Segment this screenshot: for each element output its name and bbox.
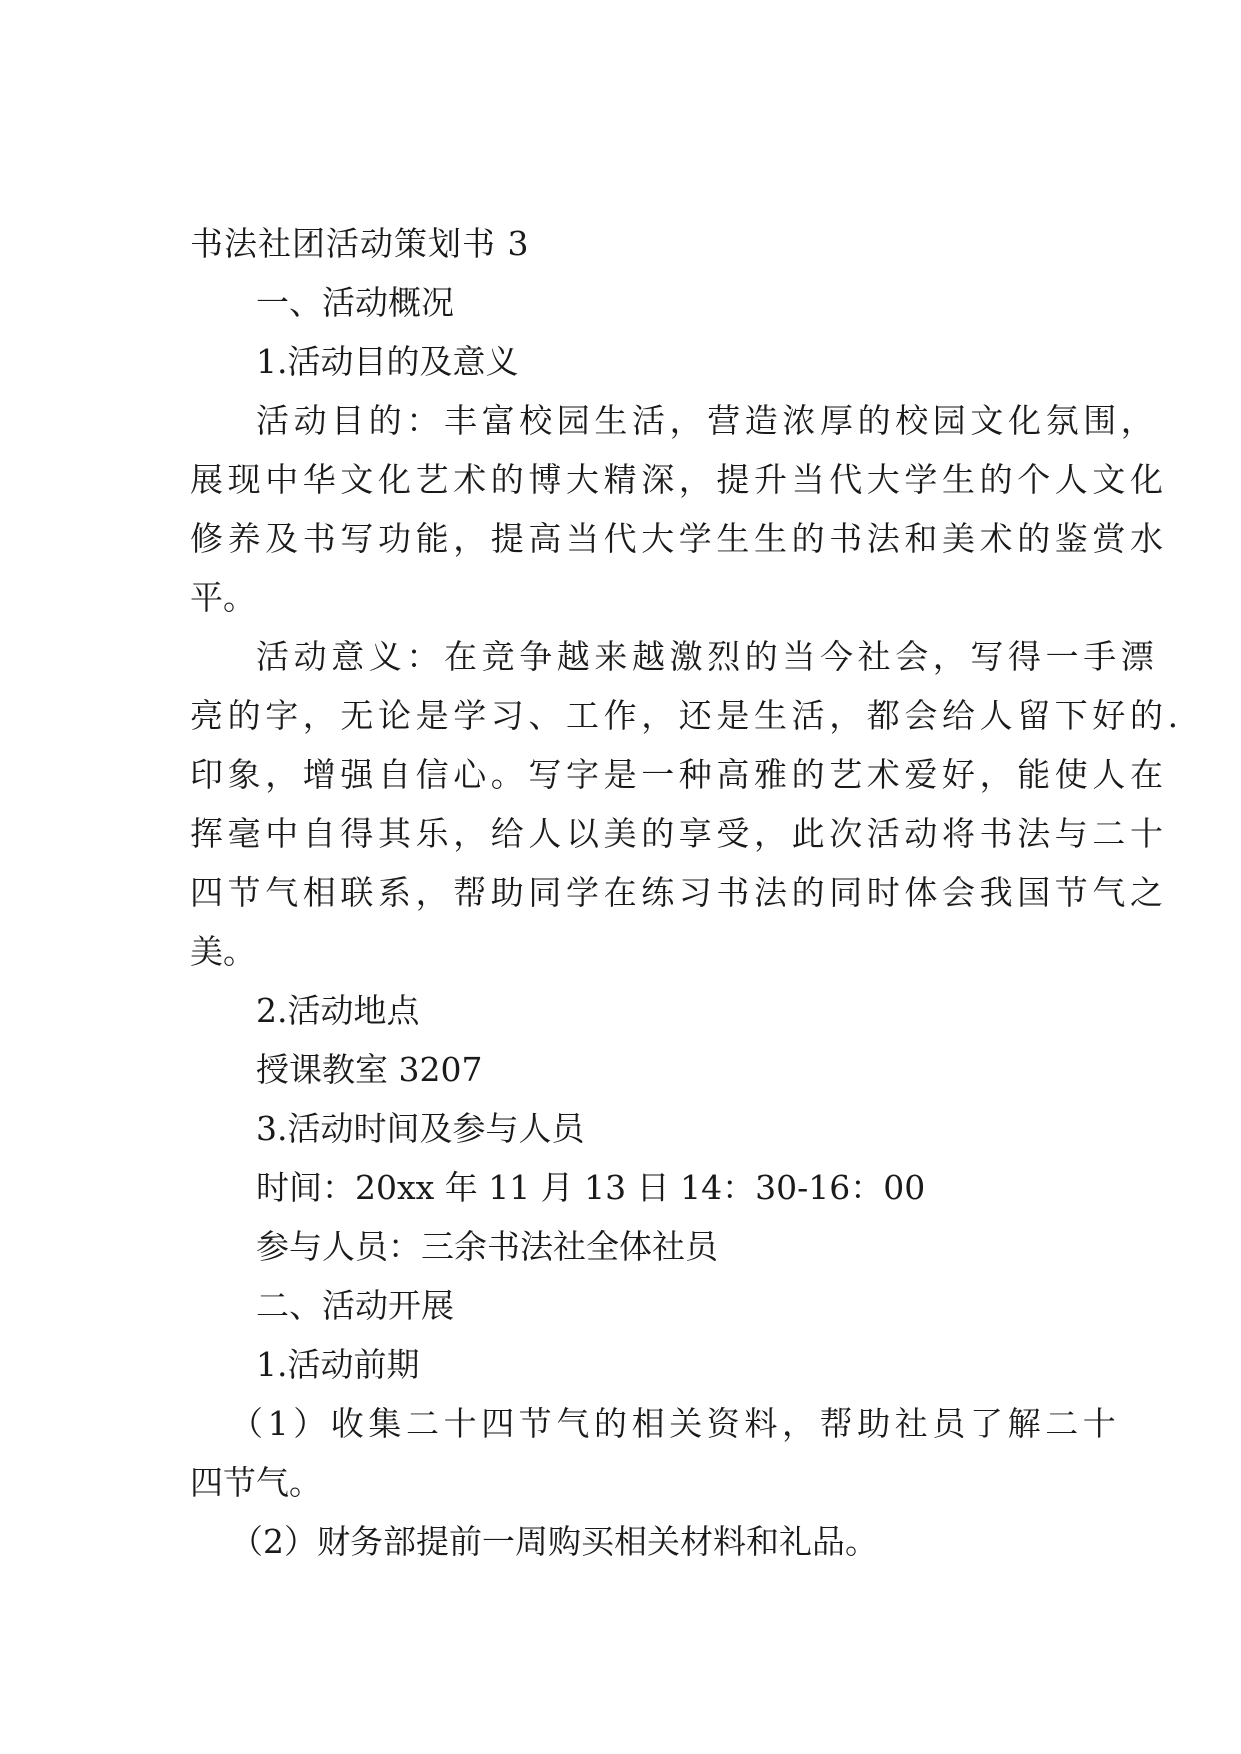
- time-text: 时间：20xx 年 11 月 13 日 14：30-16：00: [256, 1168, 926, 1207]
- subheading-pre-activity: 1.活动前期: [256, 1345, 420, 1384]
- subheading-purpose-meaning: 1.活动目的及意义: [256, 342, 519, 381]
- meaning-line-6: 美。: [190, 932, 256, 971]
- meaning-line-3: 印象，增强自信心。写字是一种高雅的艺术爱好，能使人在: [190, 755, 1168, 794]
- section-heading-activities: 二、活动开展: [256, 1286, 454, 1325]
- item-1-line-1: （1）收集二十四节气的相关资料，帮助社员了解二十: [230, 1404, 1121, 1443]
- document-body: [190, 214, 1183, 1571]
- section-heading-overview: 一、活动概况: [256, 283, 454, 322]
- purpose-line-3: 修养及书写功能，提高当代大学生生的书法和美术的鉴赏水: [190, 519, 1168, 558]
- document-title: 书法社团活动策划书 3: [190, 224, 530, 263]
- purpose-line-1: 活动目的：丰富校园生活，营造浓厚的校园文化氛围，: [256, 401, 1159, 440]
- meaning-line-1: 活动意义：在竞争越来越激烈的当今社会，写得一手漂: [256, 637, 1159, 676]
- purpose-line-4: 平。: [190, 578, 256, 617]
- item-2-text: （2）财务部提前一周购买相关材料和礼品。: [230, 1522, 878, 1561]
- meaning-line-5: 四节气相联系，帮助同学在练习书法的同时体会我国节气之: [190, 873, 1168, 912]
- meaning-line-2: 亮的字，无论是学习、工作，还是生活，都会给人留下好的.: [190, 696, 1183, 735]
- item-1-line-2: 四节气。: [190, 1463, 322, 1502]
- location-text: 授课教室 3207: [256, 1050, 483, 1089]
- participants-text: 参与人员：三余书法社全体社员: [256, 1227, 718, 1266]
- purpose-line-2: 展现中华文化艺术的博大精深，提升当代大学生的个人文化: [190, 460, 1168, 499]
- meaning-line-4: 挥毫中自得其乐，给人以美的享受，此次活动将书法与二十: [190, 814, 1168, 853]
- subheading-time-participants: 3.活动时间及参与人员: [256, 1109, 585, 1148]
- subheading-location: 2.活动地点: [256, 991, 420, 1030]
